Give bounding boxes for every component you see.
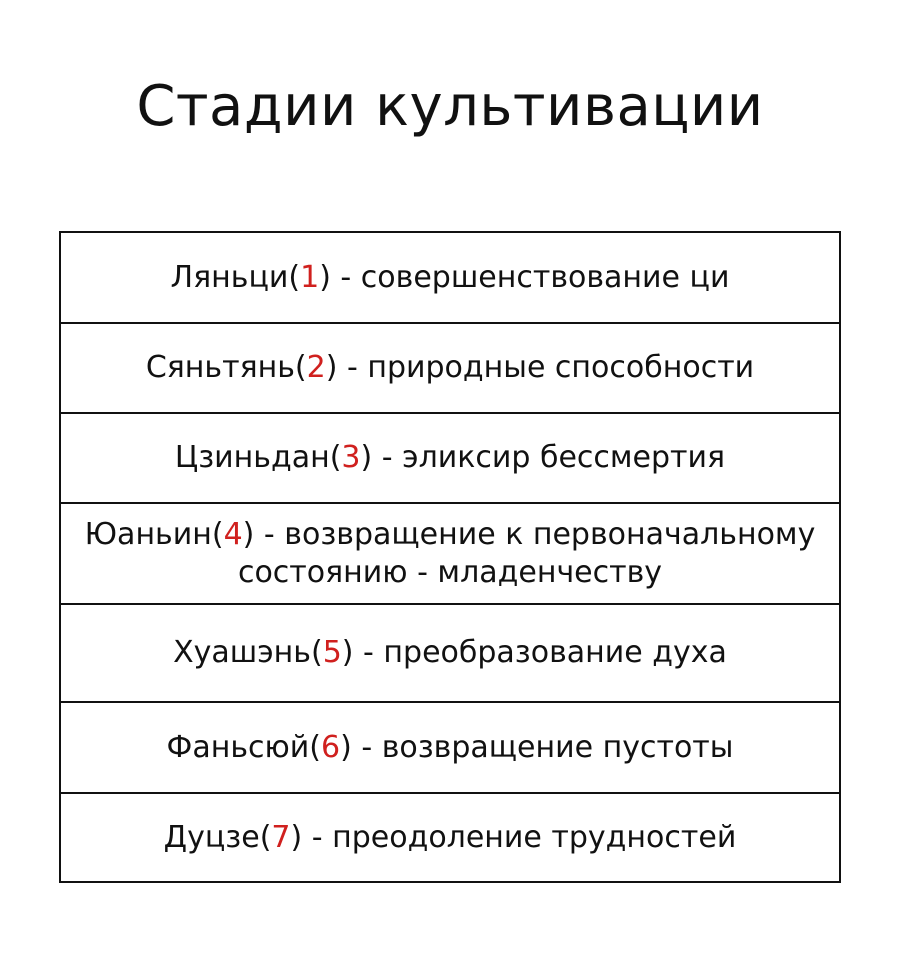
stage-text: Сяньтянь(2) - природные способности xyxy=(145,350,755,385)
stage-number: 4 xyxy=(223,516,243,552)
stage-number: 1 xyxy=(300,259,320,295)
stage-text: Дуцзе(7) - преодоление трудностей xyxy=(163,819,737,855)
stage-text: Цзиньдан(3) - эликсир бессмертия xyxy=(174,440,726,475)
stage-name: Ляньци xyxy=(170,259,289,295)
stage-description: возвращение к первоначальному состоянию - младенчеству xyxy=(237,516,816,590)
table-row xyxy=(61,502,839,603)
stage-description: возвращение пустоты xyxy=(381,729,734,765)
stage-number: 7 xyxy=(271,819,291,855)
stages-table xyxy=(59,231,841,883)
page-title: Стадии культивации xyxy=(136,74,764,139)
stage-number: 6 xyxy=(320,729,341,765)
table-row xyxy=(61,233,839,322)
stage-description: совершенствование ци xyxy=(360,259,730,295)
stage-name: Фаньсюй xyxy=(166,729,310,765)
table-row xyxy=(61,701,839,792)
stage-description: природные способности xyxy=(367,350,755,385)
stage-text: Фаньсюй(6) - возвращение пустоты xyxy=(166,729,734,765)
stage-description: преодоление трудностей xyxy=(332,819,737,855)
stage-name: Сяньтянь xyxy=(145,350,295,385)
stage-number: 3 xyxy=(341,440,361,475)
stage-number: 2 xyxy=(306,350,326,385)
stage-number: 5 xyxy=(322,635,342,670)
stage-name: Цзиньдан xyxy=(174,440,330,475)
stage-description: эликсир бессмертия xyxy=(402,440,726,475)
stage-text: Ляньци(1) - совершенствование ци xyxy=(170,259,730,295)
table-row xyxy=(61,322,839,412)
stage-name: Хуашэнь xyxy=(173,635,311,670)
stage-text: Юаньин(4) - возвращение к первоначальному состоянию - младенчеству xyxy=(84,516,816,590)
stage-name: Дуцзе xyxy=(163,819,260,855)
table-row xyxy=(61,412,839,502)
stage-name: Юаньин xyxy=(84,516,212,552)
table-row xyxy=(61,603,839,701)
stage-description: преобразование духа xyxy=(383,635,727,670)
table-row xyxy=(61,792,839,881)
stage-text: Хуашэнь(5) - преобразование духа xyxy=(173,635,727,670)
